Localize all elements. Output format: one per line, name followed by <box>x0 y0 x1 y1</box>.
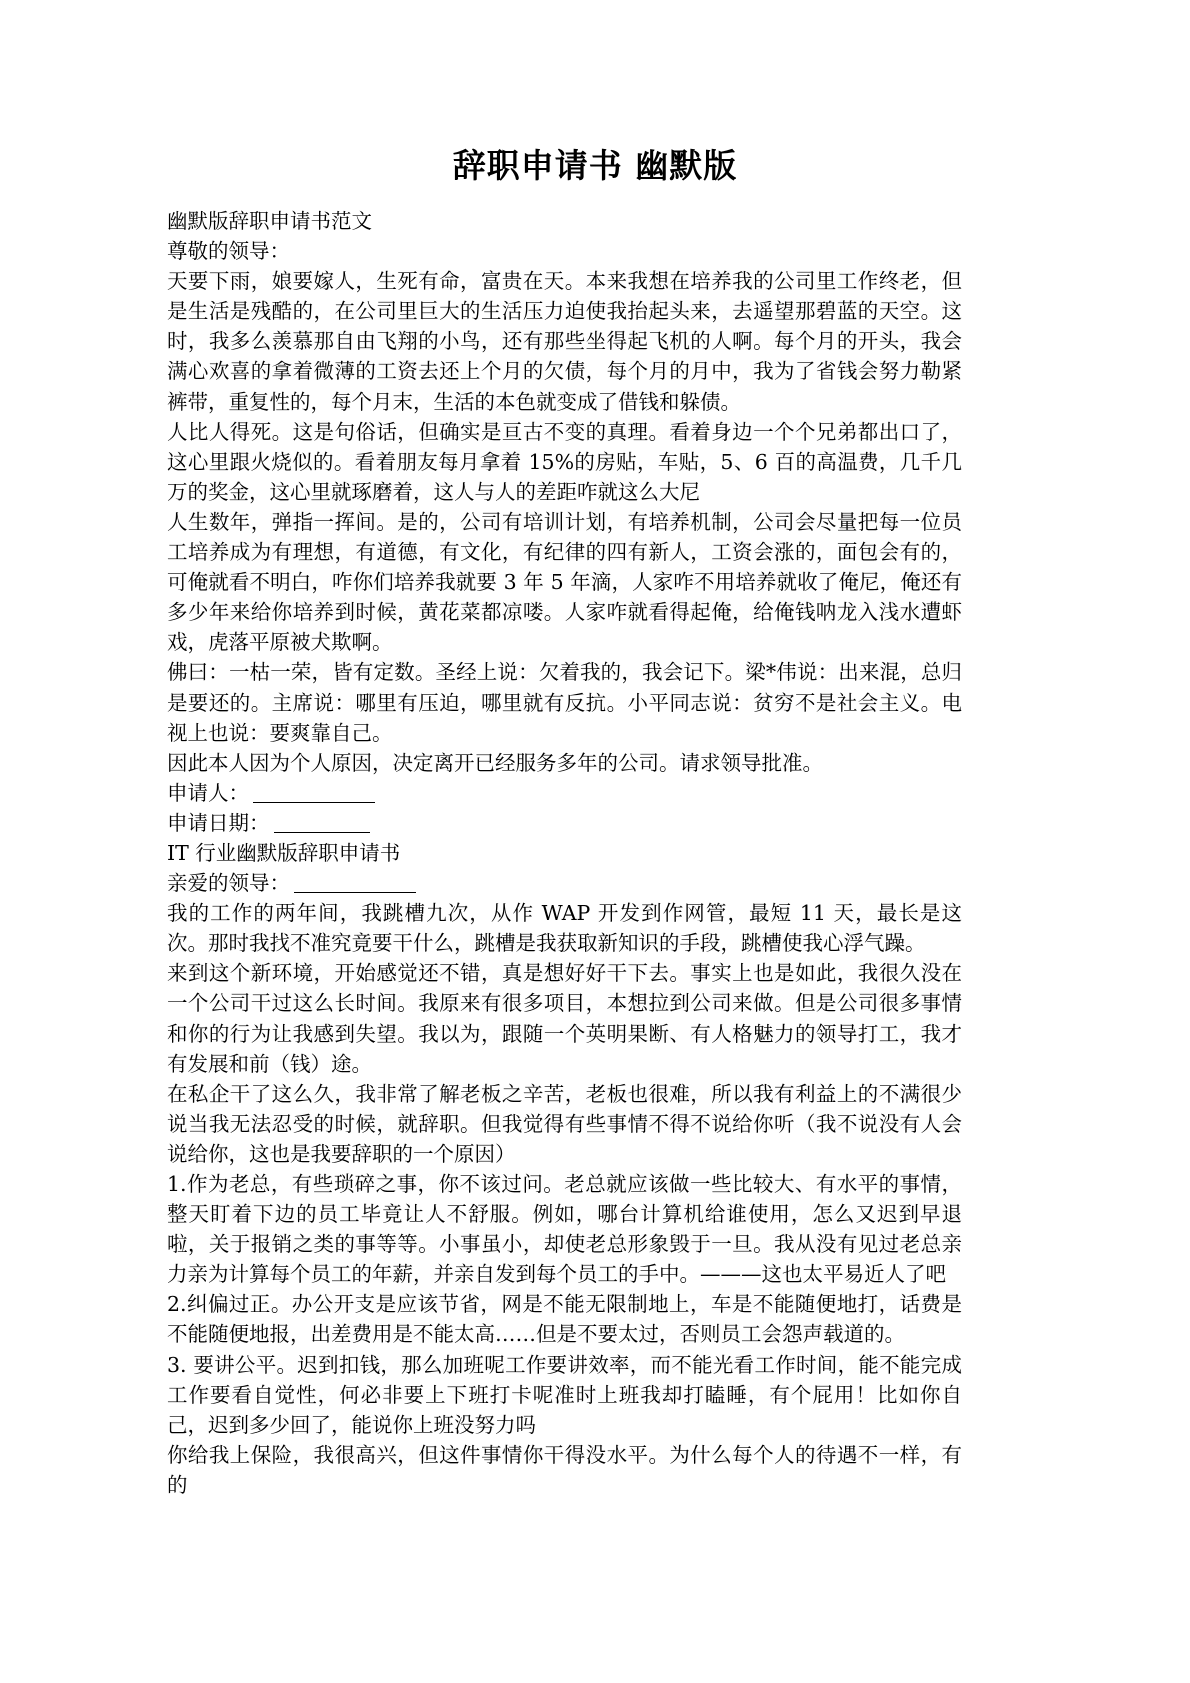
signature-field-date <box>167 808 962 838</box>
paragraph-body-2: 人比人得死。这是句俗话，但确实是亘古不变的真理。看着身边一个个兄弟都出口了，这心里跟火烧似的。看着朋友每月拿着 15%的房贴，车贴，5、6 百的高温费，几千几万的奖金，这心里就琢磨着，这人与人的差距咋就这么大尼 <box>167 419 962 504</box>
section-two-salutation-label: 亲爱的领导： <box>167 871 290 896</box>
signature-field-date-label: 申请日期： <box>167 810 270 835</box>
section-two-paragraph-2: 来到这个新环境，开始感觉还不错，真是想好好干下去。事实上也是如此，我很久没在一个公司干过这么长时间。我原来有很多项目，本想拉到公司来做。但是公司很多事情和你的行为让我感到失望。我以为，跟随一个英明果断、有人格魅力的领导打工，我才有发展和前（钱）途。 <box>167 961 962 1076</box>
numbered-item-1: 1.作为老总，有些琐碎之事，你不该过问。老总就应该做一些比较大、有水平的事情，整天盯着下边的员工毕竟让人不舒服。例如，哪台计算机给谁使用，怎么又迟到早退啦，关于报销之类的事等等。小事虽小，却使老总形象毁于一旦。我从没有见过老总亲力亲为计算每个员工的年薪，并亲自发到每个员工的手中。———这也太平易近人了吧 <box>167 1172 962 1287</box>
paragraph-body-4: 佛曰：一枯一荣，皆有定数。圣经上说：欠着我的，我会记下。梁*伟说：出来混，总归是要还的。主席说：哪里有压迫，哪里就有反抗。小平同志说：贫穷不是社会主义。电视上也说：要爽靠自己。 <box>167 660 962 745</box>
numbered-item-2: 2.纠偏过正。办公开支是应该节省，网是不能无限制地上，车是不能随便地打，话费是不能随便地报，出差费用是不能太高……但是不要太过，否则员工会怨声载道的。 <box>167 1292 962 1347</box>
page-title: 辞职申请书 幽默版 <box>452 146 738 185</box>
document-body <box>167 206 962 1500</box>
section-two-paragraph-1: 我的工作的两年间，我跳槽九次，从作 WAP 开发到作网管，最短 11 天，最长是这次。那时我找不准究竟要干什么，跳槽是我获取新知识的手段，跳槽使我心浮气躁。 <box>167 901 962 956</box>
signature-field-applicant-label: 申请人： <box>167 780 249 805</box>
section-two-salutation <box>167 868 962 898</box>
paragraph-subtitle: 幽默版辞职申请书范文 <box>167 209 372 233</box>
numbered-item-3: 3. 要讲公平。迟到扣钱，那么加班呢工作要讲效率，而不能光看工作时间，能不能完成工作要看自觉性，何必非要上下班打卡呢准时上班我却打瞌睡，有个屁用！比如你自己，迟到多少回了，能说你上班没努力吗 <box>167 1352 962 1437</box>
signature-field-applicant <box>167 778 962 808</box>
signature-field-applicant-blank[interactable] <box>253 802 375 803</box>
section-two-paragraph-3: 在私企干了这么久，我非常了解老板之辛苦，老板也很难，所以我有利益上的不满很少说当我无法忍受的时候，就辞职。但我觉得有些事情不得不说给你听（我不说没有人会说给你，这也是我要辞职的一个原因） <box>167 1081 962 1166</box>
paragraph-salutation: 尊敬的领导： <box>167 239 290 264</box>
paragraph-body-5: 因此本人因为个人原因，决定离开已经服务多年的公司。请求领导批准。 <box>167 750 823 775</box>
section-two-heading: IT 行业幽默版辞职申请书 <box>167 840 401 865</box>
signature-field-date-blank[interactable] <box>274 832 370 833</box>
paragraph-body-1: 天要下雨，娘要嫁人，生死有命，富贵在天。本来我想在培养我的公司里工作终老，但是生活是残酷的，在公司里巨大的生活压力迫使我抬起头来，去遥望那碧蓝的天空。这时，我多么羡慕那自由飞翔的小鸟，还有那些坐得起飞机的人啊。每个月的开头，我会满心欢喜的拿着微薄的工资去还上个月的欠债，每个月的月中，我为了省钱会努力勒紧裤带，重复性的，每个月末，生活的本色就变成了借钱和躲债。 <box>167 269 962 414</box>
section-two-salutation-blank[interactable] <box>294 892 416 893</box>
paragraph-body-3: 人生数年，弹指一挥间。是的，公司有培训计划，有培养机制，公司会尽量把每一位员工培养成为有理想，有道德，有文化，有纪律的四有新人，工资会涨的，面包会有的，可俺就看不明白，咋你们培养我就要 3 年 5 年滴，人家咋不用培养就收了俺尼，俺还有多少年来给你培养到时候，黄花菜都凉喽。人家咋就看得起俺，给俺钱呐龙入浅水遭虾戏，虎落平原被犬欺啊。 <box>167 509 962 655</box>
section-two-paragraph-4: 你给我上保险，我很高兴，但这件事情你干得没水平。为什么每个人的待遇不一样，有的 <box>167 1442 962 1497</box>
